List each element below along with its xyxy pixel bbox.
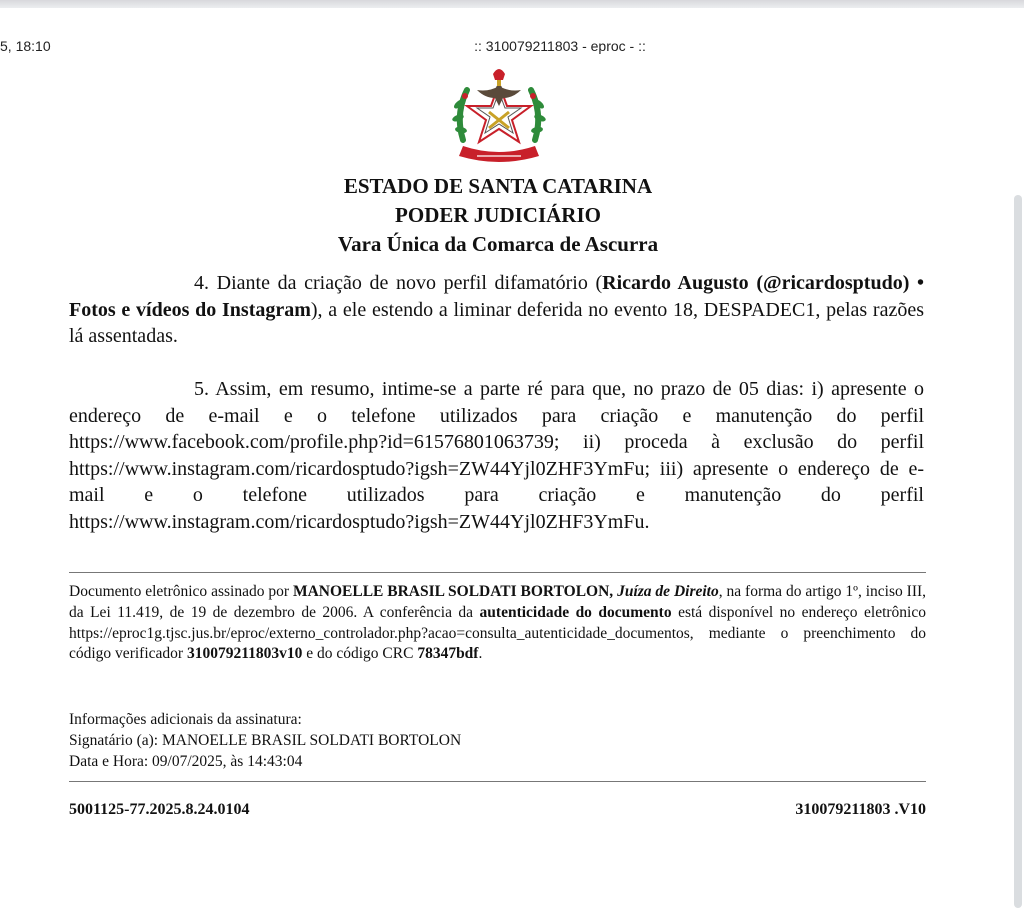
signature-info-title: Informações adicionais da assinatura: xyxy=(69,711,302,728)
signature-info-datetime: Data e Hora: 09/07/2025, às 14:43:04 xyxy=(69,753,303,770)
paragraph-5 xyxy=(69,376,924,535)
signature-text: . xyxy=(478,645,483,663)
document-title-court: Vara Única da Comarca de Ascurra xyxy=(337,232,659,256)
signature-info-signer: Signatário (a): MANOELLE BRASIL SOLDATI BORTOLON xyxy=(69,732,462,749)
signer-role: Juíza de Direito xyxy=(617,583,719,600)
electronic-signature-notice xyxy=(69,582,926,665)
browser-top-bar xyxy=(0,0,1024,8)
signature-text: Documento eletrônico assinado por xyxy=(69,583,290,600)
paragraph-number: 5. xyxy=(194,378,209,400)
signature-text: está disponível no endereço eletrônico https://eproc1g.tjsc.jus.br/eproc/externo_controlador.php?acao=consulta_autenticidade_documentos, mediante o preenchimento do código verificador xyxy=(69,603,926,663)
process-number: 5001125-77.2025.8.24.0104 xyxy=(69,801,250,818)
divider xyxy=(69,572,926,573)
authenticity-label: autenticidade do documento xyxy=(479,603,672,621)
divider xyxy=(69,781,926,782)
paragraph-text: Assim, em resumo, intime-se a parte ré para que, no prazo de 05 dias: i) apresente o endereço de e-mail e o telefone utilizados para criação e manutenção do perfil https://www.facebook.com/profile.php?id=61576801063739; ii) proceda à exclusão do perfil https://www.instagram.com/ricardosptudo?igsh=ZW44Yjl0ZHF3YmFu; iii) apresente o endereço de e-mail e o telefone utilizados para criação e manutenção do perfil https://www.instagram.com/ricardosptudo?igsh=ZW44Yjl0ZHF3YmFu. xyxy=(69,378,924,533)
print-header-title: :: 310079211803 - eproc - :: xyxy=(474,38,646,54)
paragraph-number: 4. xyxy=(194,272,209,294)
document-title-state: ESTADO DE SANTA CATARINA xyxy=(343,174,653,198)
signer-name: MANOELLE BRASIL SOLDATI BORTOLON, xyxy=(292,583,614,600)
document-title-judiciary: PODER JUDICIÁRIO xyxy=(395,203,601,227)
coat-of-arms-seal-icon xyxy=(449,62,549,166)
verifier-code: 310079211803v10 xyxy=(186,645,303,663)
paragraph-4 xyxy=(69,270,924,350)
document-version: 310079211803 .V10 xyxy=(795,801,926,818)
crc-code: 78347bdf xyxy=(417,645,479,663)
signature-text: e do código CRC xyxy=(306,645,414,663)
paragraph-text: Diante da criação de novo perfil difamatório ( xyxy=(216,272,603,294)
profile-name-bold: Ricardo Augusto (@ricardosptudo) • Fotos e vídeos do Instagram xyxy=(69,272,924,321)
scrollbar-thumb[interactable] xyxy=(1014,195,1022,908)
paragraph-text: ), a ele estendo a liminar deferida no evento 18, DESPADEC1, pelas razões lá assentadas. xyxy=(69,298,924,347)
signature-text: , na forma do artigo 1º, inciso III, da Lei 11.419, de 19 de dezembro de 2006. A conferência da xyxy=(69,583,927,621)
print-header-datetime: 5, 18:10 xyxy=(0,38,51,54)
